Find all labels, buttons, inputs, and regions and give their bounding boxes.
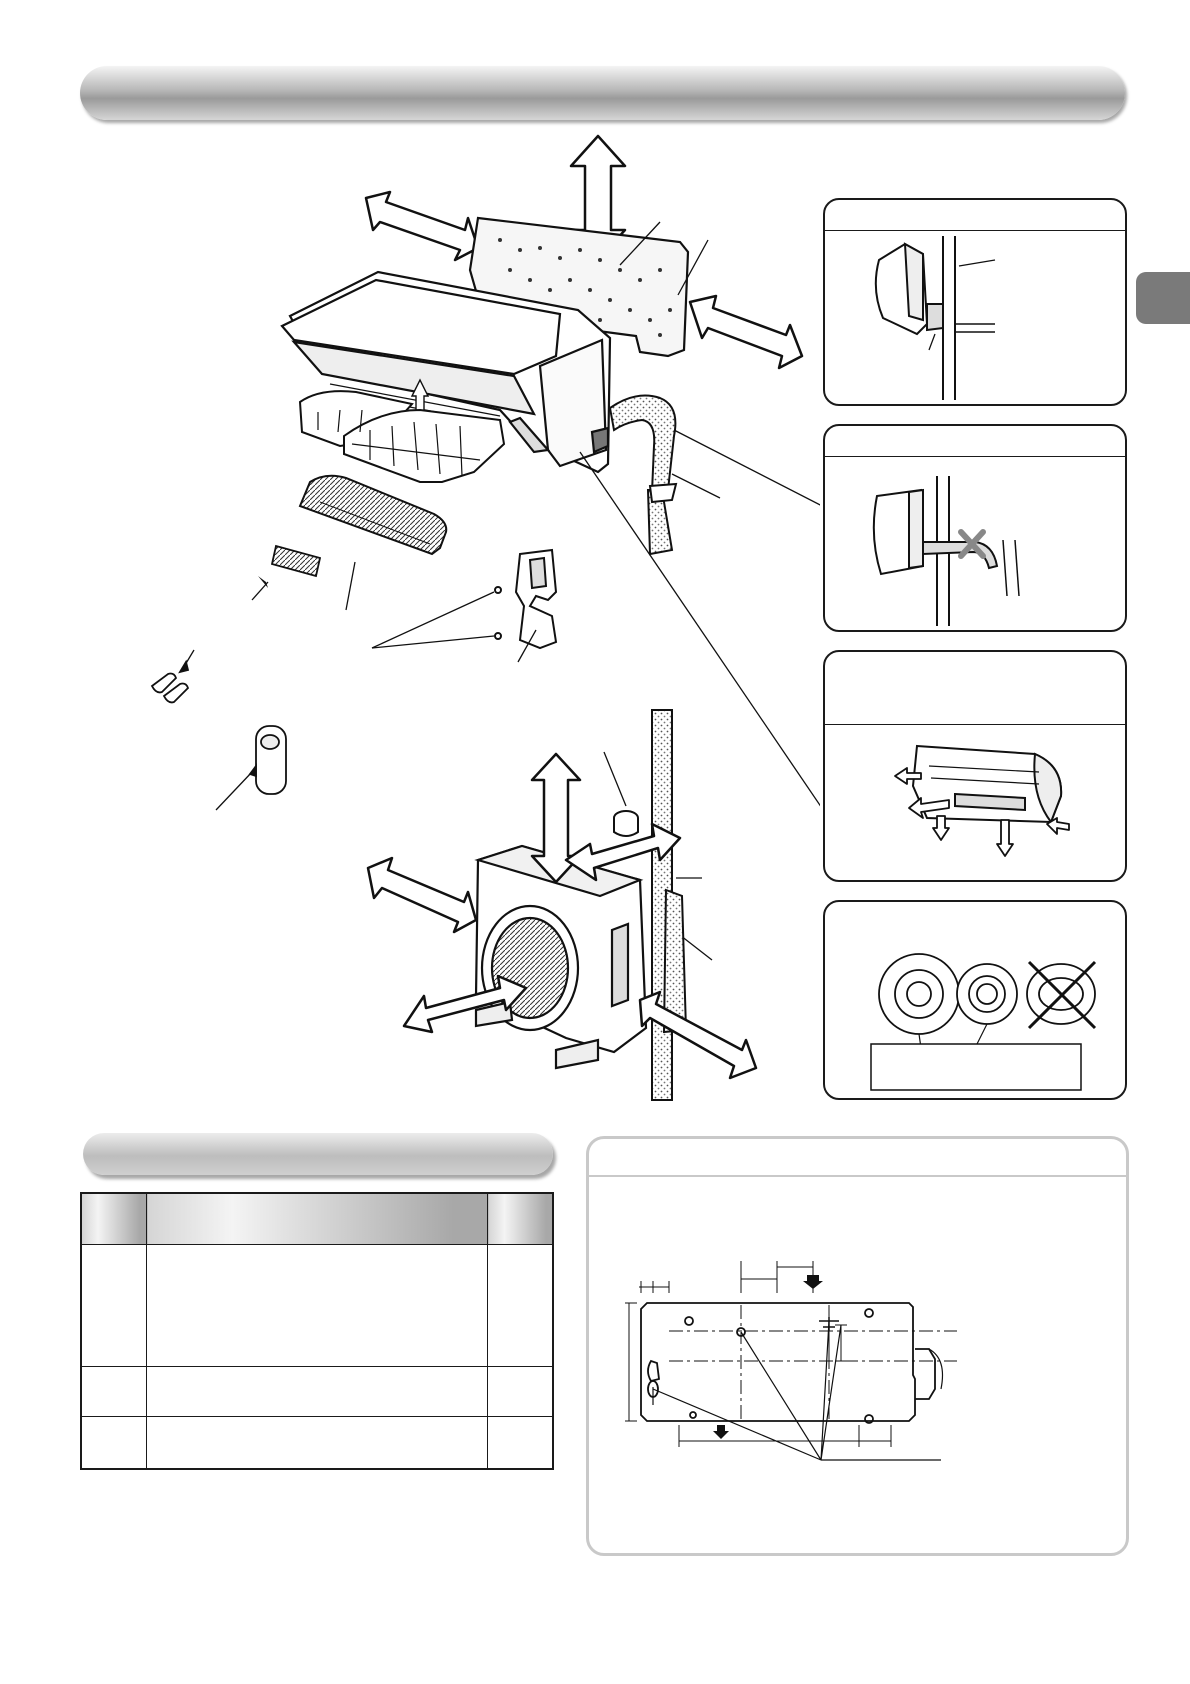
installation-overview-illustration	[0, 130, 820, 1110]
air-purifying-filter-frame	[300, 476, 446, 610]
panel-pipe-directions	[823, 650, 1127, 882]
accessories-table	[80, 1192, 554, 1470]
table-row	[81, 1367, 553, 1417]
col-header-no	[81, 1193, 147, 1245]
table-row	[81, 1245, 553, 1367]
accessories-title-tab	[83, 1133, 553, 1175]
panel-pipe-routing-ok	[823, 198, 1127, 406]
mounting-plate-dimensions-box	[586, 1136, 1129, 1556]
table-row	[81, 1417, 553, 1469]
pipe-directions-illustration	[825, 726, 1125, 880]
panel-hose-cuts	[823, 900, 1127, 1100]
language-side-tab	[1136, 272, 1190, 324]
mounting-plate-dimension-drawing	[589, 1175, 1126, 1553]
col-header-accessory	[147, 1193, 488, 1245]
batteries	[152, 650, 194, 702]
col-header-qty	[488, 1193, 554, 1245]
clearance-arrow-right	[690, 296, 802, 368]
pipe-routing-ok-illustration	[825, 230, 1125, 404]
hose-cut-illustration	[825, 932, 1125, 1098]
section-title-bar	[80, 66, 1125, 120]
remote-holder	[372, 550, 556, 662]
refrigerant-piping-indoor	[580, 396, 820, 820]
panel-pipe-routing-ng	[823, 424, 1127, 632]
outdoor-unit	[476, 846, 646, 1068]
hose-cut-note-box	[871, 1044, 1081, 1090]
pipe-routing-ng-illustration	[825, 456, 1125, 630]
clearance-arrow-left	[366, 192, 478, 260]
table-header-row	[81, 1193, 553, 1245]
titanium-filter	[252, 546, 320, 600]
remote-controller	[216, 726, 286, 810]
